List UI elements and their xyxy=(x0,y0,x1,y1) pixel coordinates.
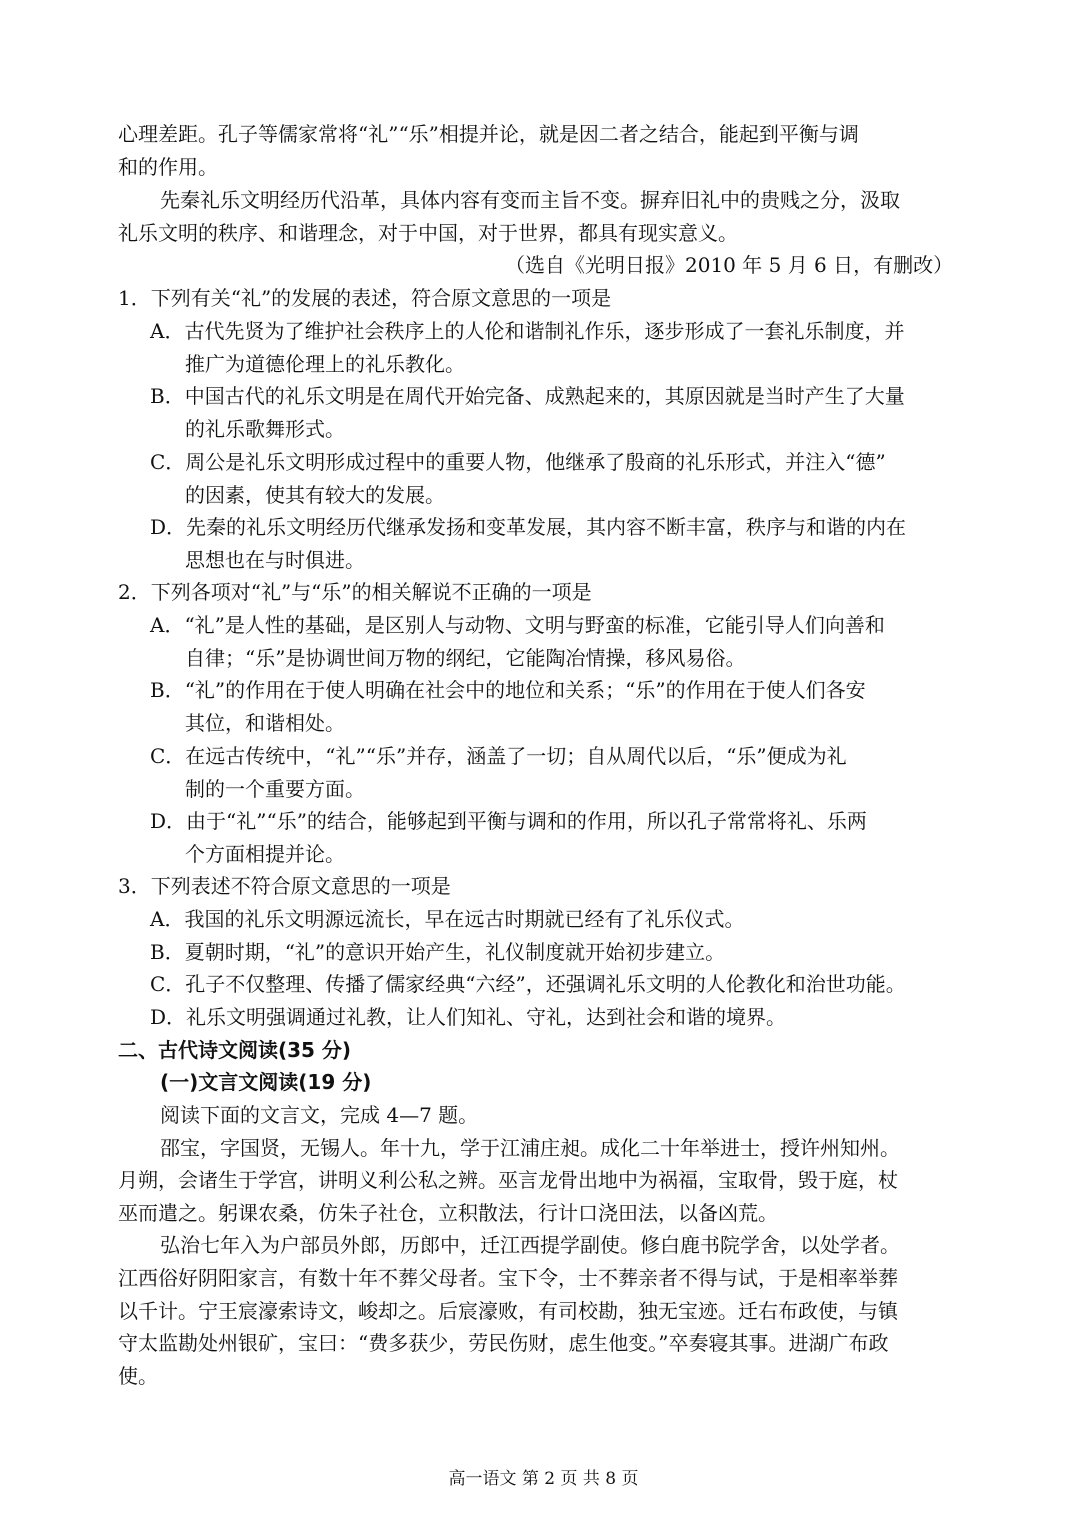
section-heading: 二、古代诗文阅读(35 分) xyxy=(118,1038,352,1062)
q1-option-c-cont: 的因素，使其有较大的发展。 xyxy=(185,483,445,507)
classical-line: 月朔，会诸生于学宫，讲明义利公私之辨。巫言龙骨出地中为祸福，宝取骨，毁于庭，杖 xyxy=(118,1168,898,1192)
source-citation: （选自《光明日报》2010 年 5 月 6 日，有删改） xyxy=(505,253,954,277)
q1-option-d: D．先秦的礼乐文明经历代继承发扬和变革发展，其内容不断丰富，秩序与和谐的内在 xyxy=(150,515,907,539)
question-3-stem: 3．下列表述不符合原文意思的一项是 xyxy=(118,874,451,898)
classical-line: 邵宝，字国贤，无锡人。年十九，学于江浦庄昶。成化二十年举进士，授许州知州。 xyxy=(160,1136,900,1160)
q3-option-b: B．夏朝时期，“礼”的意识开始产生，礼仪制度就开始初步建立。 xyxy=(150,940,726,964)
classical-line: 弘治七年入为户部员外郎，历郎中，迁江西提学副使。修白鹿书院学舍，以处学者。 xyxy=(160,1233,900,1257)
q2-option-d: D．由于“礼”“乐”的结合，能够起到平衡与调和的作用，所以孔子常常将礼、乐两 xyxy=(150,809,867,833)
q1-option-b: B．中国古代的礼乐文明是在周代开始完备、成熟起来的，其原因就是当时产生了大量 xyxy=(150,384,905,408)
passage-line: 礼乐文明的秩序、和谐理念，对于中国，对于世界，都具有现实意义。 xyxy=(118,221,738,245)
passage-line: 先秦礼乐文明经历代沿革，具体内容有变而主旨不变。摒弃旧礼中的贵贱之分，汲取 xyxy=(160,188,900,212)
classical-line: 以千计。宁王宸濠索诗文，峻却之。后宸濠败，有司校勘，独无宝迹。迁右布政使，与镇 xyxy=(118,1299,898,1323)
q1-option-a-cont: 推广为道德伦理上的礼乐教化。 xyxy=(185,352,465,376)
question-1-stem: 1．下列有关“礼”的发展的表述，符合原文意思的一项是 xyxy=(118,286,612,310)
q2-option-a-cont: 自律；“乐”是协调世间万物的纲纪，它能陶冶情操，移风易俗。 xyxy=(185,646,746,670)
subsection-heading: (一)文言文阅读(19 分) xyxy=(160,1070,372,1094)
q2-option-c-cont: 制的一个重要方面。 xyxy=(185,777,365,801)
q3-option-a: A．我国的礼乐文明源远流长，早在远古时期就已经有了礼乐仪式。 xyxy=(150,907,745,931)
page-footer: 高一语文 第 2 页 共 8 页 xyxy=(448,1469,639,1489)
classical-line: 巫而遣之。躬课农桑，仿朱子社仓，立积散法，行计口浇田法，以备凶荒。 xyxy=(118,1201,778,1225)
q3-option-d: D．礼乐文明强调通过礼教，让人们知礼、守礼，达到社会和谐的境界。 xyxy=(150,1005,787,1029)
question-2-stem: 2．下列各项对“礼”与“乐”的相关解说不正确的一项是 xyxy=(118,580,592,604)
q1-option-a: A．古代先贤为了维护社会秩序上的人伦和谐制礼作乐，逐步形成了一套礼乐制度，并 xyxy=(150,319,905,343)
q2-option-b: B．“礼”的作用在于使人明确在社会中的地位和关系；“乐”的作用在于使人们各安 xyxy=(150,678,866,702)
instruction: 阅读下面的文言文，完成 4—7 题。 xyxy=(160,1103,479,1127)
q1-option-d-cont: 思想也在与时俱进。 xyxy=(185,548,365,572)
q2-option-d-cont: 个方面相提并论。 xyxy=(185,842,345,866)
q2-option-a: A．“礼”是人性的基础，是区别人与动物、文明与野蛮的标准，它能引导人们向善和 xyxy=(150,613,885,637)
q1-option-b-cont: 的礼乐歌舞形式。 xyxy=(185,417,345,441)
classical-line: 使。 xyxy=(118,1364,158,1388)
passage-line: 和的作用。 xyxy=(118,155,218,179)
passage-line: 心理差距。孔子等儒家常将“礼”“乐”相提并论，就是因二者之结合，能起到平衡与调 xyxy=(118,122,859,146)
classical-line: 守太监勘处州银矿，宝曰：“费多获少，劳民伤财，虑生他变。”卒奏寝其事。进湖广布政 xyxy=(118,1331,889,1355)
q2-option-c: C．在远古传统中，“礼”“乐”并存，涵盖了一切；自从周代以后，“乐”便成为礼 xyxy=(150,744,847,768)
q3-option-c: C．孔子不仅整理、传播了儒家经典“六经”，还强调礼乐文明的人伦教化和治世功能。 xyxy=(150,972,906,996)
q2-option-b-cont: 其位，和谐相处。 xyxy=(185,711,345,735)
q1-option-c: C．周公是礼乐文明形成过程中的重要人物，他继承了殷商的礼乐形式，并注入“德” xyxy=(150,450,886,474)
classical-line: 江西俗好阴阳家言，有数十年不葬父母者。宝下令，士不葬亲者不得与试，于是相率举葬 xyxy=(118,1266,898,1290)
